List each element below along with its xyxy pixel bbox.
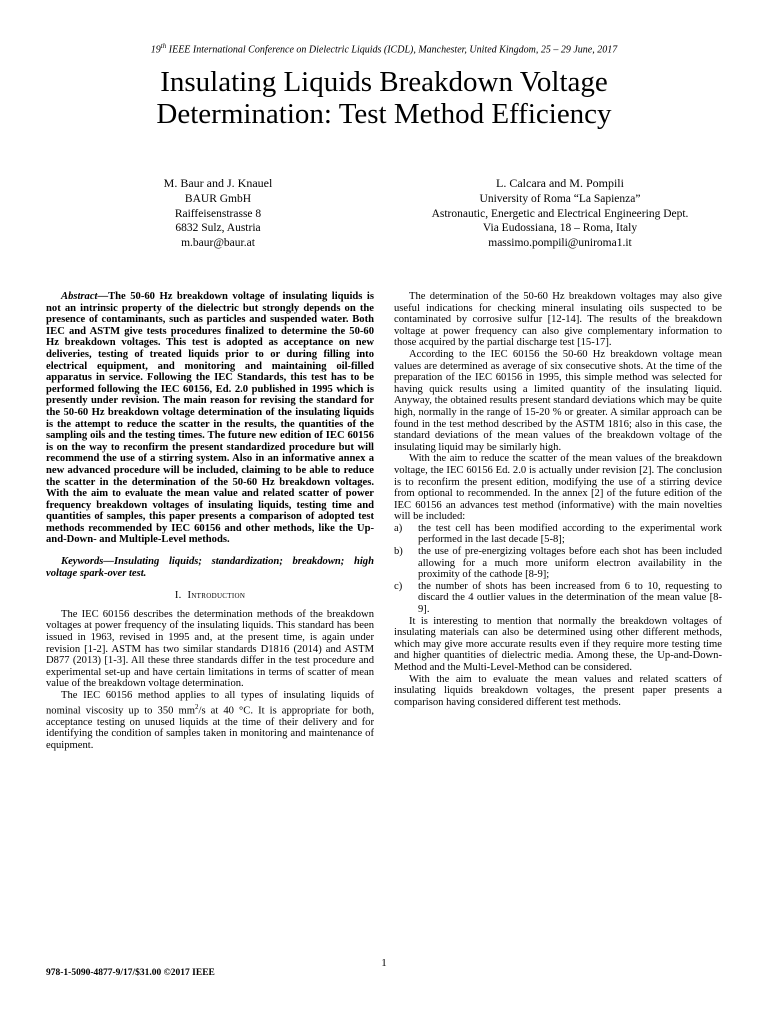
keywords: Keywords—Insulating liquids; standardization; breakdown; high voltage spark-over test. <box>46 556 374 579</box>
section-numeral: I. <box>174 590 182 602</box>
author-block-left <box>118 176 318 250</box>
affiliation-line: BAUR GmbH <box>184 193 252 206</box>
affiliation-line: 6832 Sulz, Austria <box>175 222 261 235</box>
right-paragraph-2: According to the IEC 60156 the 50-60 Hz breakdown voltage mean values are determined as average of six consecutive shots. At the time of the preparation of the IEC 60156 in 1995, this simple method was selected for having quick results using a limited quantity of the insulating liquid. Anyway, the obtained results present standard deviations which may be quite high, normally in the range of 15-20 % or greater. A similar approach can be found in the test method described by the ASTM 1816; also in this case, the standard deviations of the mean values of the breakdown voltage of the insulating liquid may be similarly high. <box>394 348 722 453</box>
conference-name: IEEE International Conference on Dielectric Liquids (ICDL), Manchester, United Kingdom, 25 – 29 June, 2017 <box>166 44 618 56</box>
abstract-text: —The 50-60 Hz breakdown voltage of insulating liquids is not an intrinsic property of the dielectric but strongly depends on the presence of contaminants, such as particles and suspended water. Both IEC and ASTM give tests procedures finalized to determine the 50-60 Hz breakdown voltages. This test is adopted as acceptance on new deliveries, testing of treated liquids prior to or during filling into electrical equipment, and monitoring and maintaining oil-filled apparatus in service. Following the IEC Standards, this test has to be performed following the IEC 60156, Ed. 2.0 published in 1995 which is presently under revision. The main reason for revising the standard for the 50-60 Hz breakdown voltage determination of the insulating liquids is the attempt to reduce the scatter in the results, the quantities of the sampling oils and the testing times. The future new edition of IEC 60156 is on the way to reconfirm the present standardized procedure but will recommend the use of a stirring system. Also in an informative annex a new advanced procedure will be included, claiming to be able to reduce the scatter in the determination of the 50-60 Hz breakdown voltages. With the aim to evaluate the mean value and related scatter of power frequency breakdown voltages of insulating liquids, testing time and quantities of samples, this paper presents a comparison of adopted test methods recommended by IEC 60156 and other methods, like the Up-and-Down- and Multiple-Level methods. <box>46 291 374 546</box>
intro-paragraph-2: The IEC 60156 method applies to all types of insulating liquids of nominal viscosity up to 350 $mm^2/s$ at 40 °C. It is appropriate for both, acceptance testing on unused liquids at the time of their delivery and for identifying the condition of samples taken in monitoring and maintenance of equipment. <box>46 690 374 751</box>
section-heading <box>46 590 374 602</box>
right-paragraph-1: The determination of the 50-60 Hz breakdown voltages may also give useful indications for checking mineral insulating oils suspected to be contaminated by corrosive sulfur [12-14]. The results of the breakdown voltage at power frequency can also give complementary information to those acquired by the partial discharge test [15-17]. <box>394 291 722 349</box>
right-paragraph-4: It is interesting to mention that normally the breakdown voltages of insulating materials can also be determined using other different methods, which may give more accurate results even if they require more testing time and higher quantities of dielectric media. Among these, the Up-and-Down-Method and the Multi-Level-Method can be considered. <box>394 615 722 673</box>
author-block-right <box>400 176 720 250</box>
conference-ordinal: 19 <box>150 44 161 56</box>
copyright-footer: 978-1-5090-4877-9/17/$31.00 ©2017 IEEE <box>46 968 215 978</box>
right-paragraph-3: With the aim to reduce the scatter of the mean values of the breakdown voltage, the IEC 60156 Ed. 2.0 is actually under revision [2]. The conclusion is to reconfirm the present edition, modifying the use of a stirring device from optional to recommended. In the annex [2] of the future edition of the IEC 60156 an advances test method (informative) with the main novelties will be included: <box>394 453 722 523</box>
affiliation-line: Raiffeisenstrasse 8 <box>174 207 262 220</box>
affiliation-line: University of Roma “La Sapienza” <box>479 193 641 206</box>
affiliation-line: Via Eudossiana, 18 – Roma, Italy <box>482 222 638 235</box>
affiliation-line: Astronautic, Energetic and Electrical Engineering Dept. <box>431 207 689 220</box>
list-item: b) the use of pre-energizing voltages before each shot has been included allowing for a much more uniform electron availability in the proximity of the cathode [8-9]; <box>394 546 722 581</box>
left-column <box>46 291 374 752</box>
author-email: massimo.pompili@uniroma1.it <box>488 236 632 249</box>
conference-header <box>0 42 768 55</box>
right-paragraph-5: With the aim to evaluate the mean values and related scatters of insulating liquids breakdown voltages, the present paper presents a comparison having considered different test methods. <box>394 673 722 708</box>
author-email: m.baur@baur.at <box>181 236 255 249</box>
abstract-label: Abstract <box>61 291 98 302</box>
section-title: Introduction <box>187 590 246 602</box>
author-names: L. Calcara and M. Pompili <box>496 176 624 190</box>
title-line-1: Insulating Liquids Breakdown Voltage <box>160 66 608 98</box>
abstract <box>46 291 374 546</box>
intro-paragraph-1: The IEC 60156 describes the determination methods of the breakdown voltages at power frequency of the insulating liquids. This standard has been issued in 1963, revised in 1995 and, at the present time, is again under revision [1-2]. ASTM has two similar standards D1816 (2014) and ASTM D877 (2013) [1-3]. All these three standards differ in the test procedure and experimental set-up and have certain limitations in terms of scatter of mean value of the breakdown voltage determination. <box>46 608 374 690</box>
conference-ordinal-suffix: th <box>160 42 167 50</box>
list-item: c) the number of shots has been increased from 6 to 10, requesting to discard the 4 outlier values in the determination of the mean value [8-9]. <box>394 580 722 616</box>
paper-title <box>60 66 708 130</box>
list-item: a) the test cell has been modified according to the experimental work performed in the last decade [5-8]; <box>394 522 722 546</box>
author-names: M. Baur and J. Knauel <box>163 176 273 190</box>
title-line-2: Determination: Test Method Efficiency <box>156 98 612 130</box>
novelties-list <box>394 523 722 616</box>
page-number: 1 <box>381 957 387 969</box>
right-column <box>394 291 722 708</box>
